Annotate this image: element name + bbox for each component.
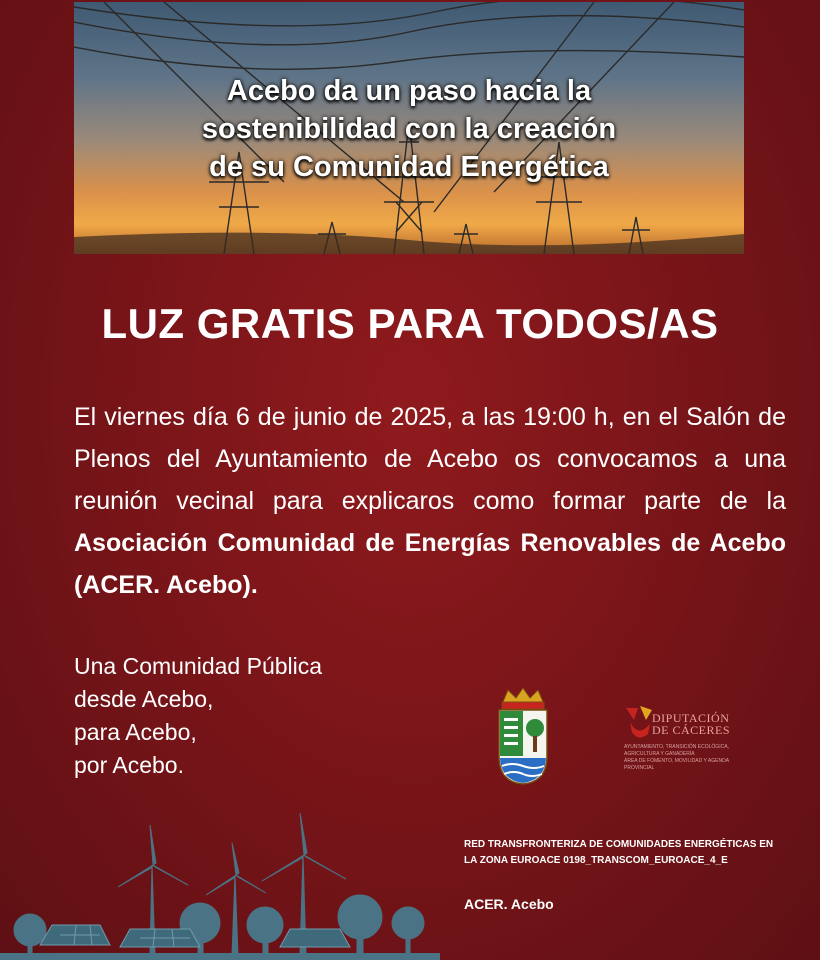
header-banner <box>74 2 744 254</box>
acer-credit: ACER. Acebo <box>464 896 554 912</box>
announcement-text <box>74 396 786 606</box>
slogan-line: por Acebo. <box>74 752 184 778</box>
banner-title: Acebo da un paso hacia la sostenibilidad con la creación de su Comunidad Energética <box>201 75 617 183</box>
network-credit: RED TRANSFRONTERIZA DE COMUNIDADES ENERGÉTICAS EN LA ZONA EUROACE 0198_TRANSCOM_EUROACE_4_E <box>464 839 774 866</box>
slogan-line: desde Acebo, <box>74 686 214 712</box>
diputacion-name: DIPUTACIÓN DE CÁCERES <box>652 711 731 737</box>
slogan-line: Una Comunidad Pública <box>74 653 323 679</box>
diputacion-department: AYUNTAMIENTO, TRANSICIÓN ECOLÓGICA, AGRICULTURA Y GANADERÍA ÁREA DE FOMENTO, MOVILIDAD Y AGENDA PROVINCIAL <box>624 744 729 771</box>
acebo-coat-of-arms-icon <box>494 686 552 786</box>
headline: LUZ GRATIS PARA TODOS/AS <box>101 300 719 347</box>
slogan-line: para Acebo, <box>74 719 197 745</box>
announcement-intro: El viernes día 6 de junio de 2025, a las 19:00 h, en el Salón de Plenos del Ayuntamiento de Acebo os convocamos a una reunión vecinal para explicaros como formar parte de la <box>74 403 786 515</box>
community-slogan <box>74 650 322 782</box>
diputacion-emblem-icon <box>624 704 654 740</box>
diputacion-caceres-logo <box>624 704 754 771</box>
renewable-landscape-illustration <box>0 805 440 960</box>
association-name: Asociación Comunidad de Energías Renovables de Acebo (ACER. Acebo). <box>74 529 786 599</box>
